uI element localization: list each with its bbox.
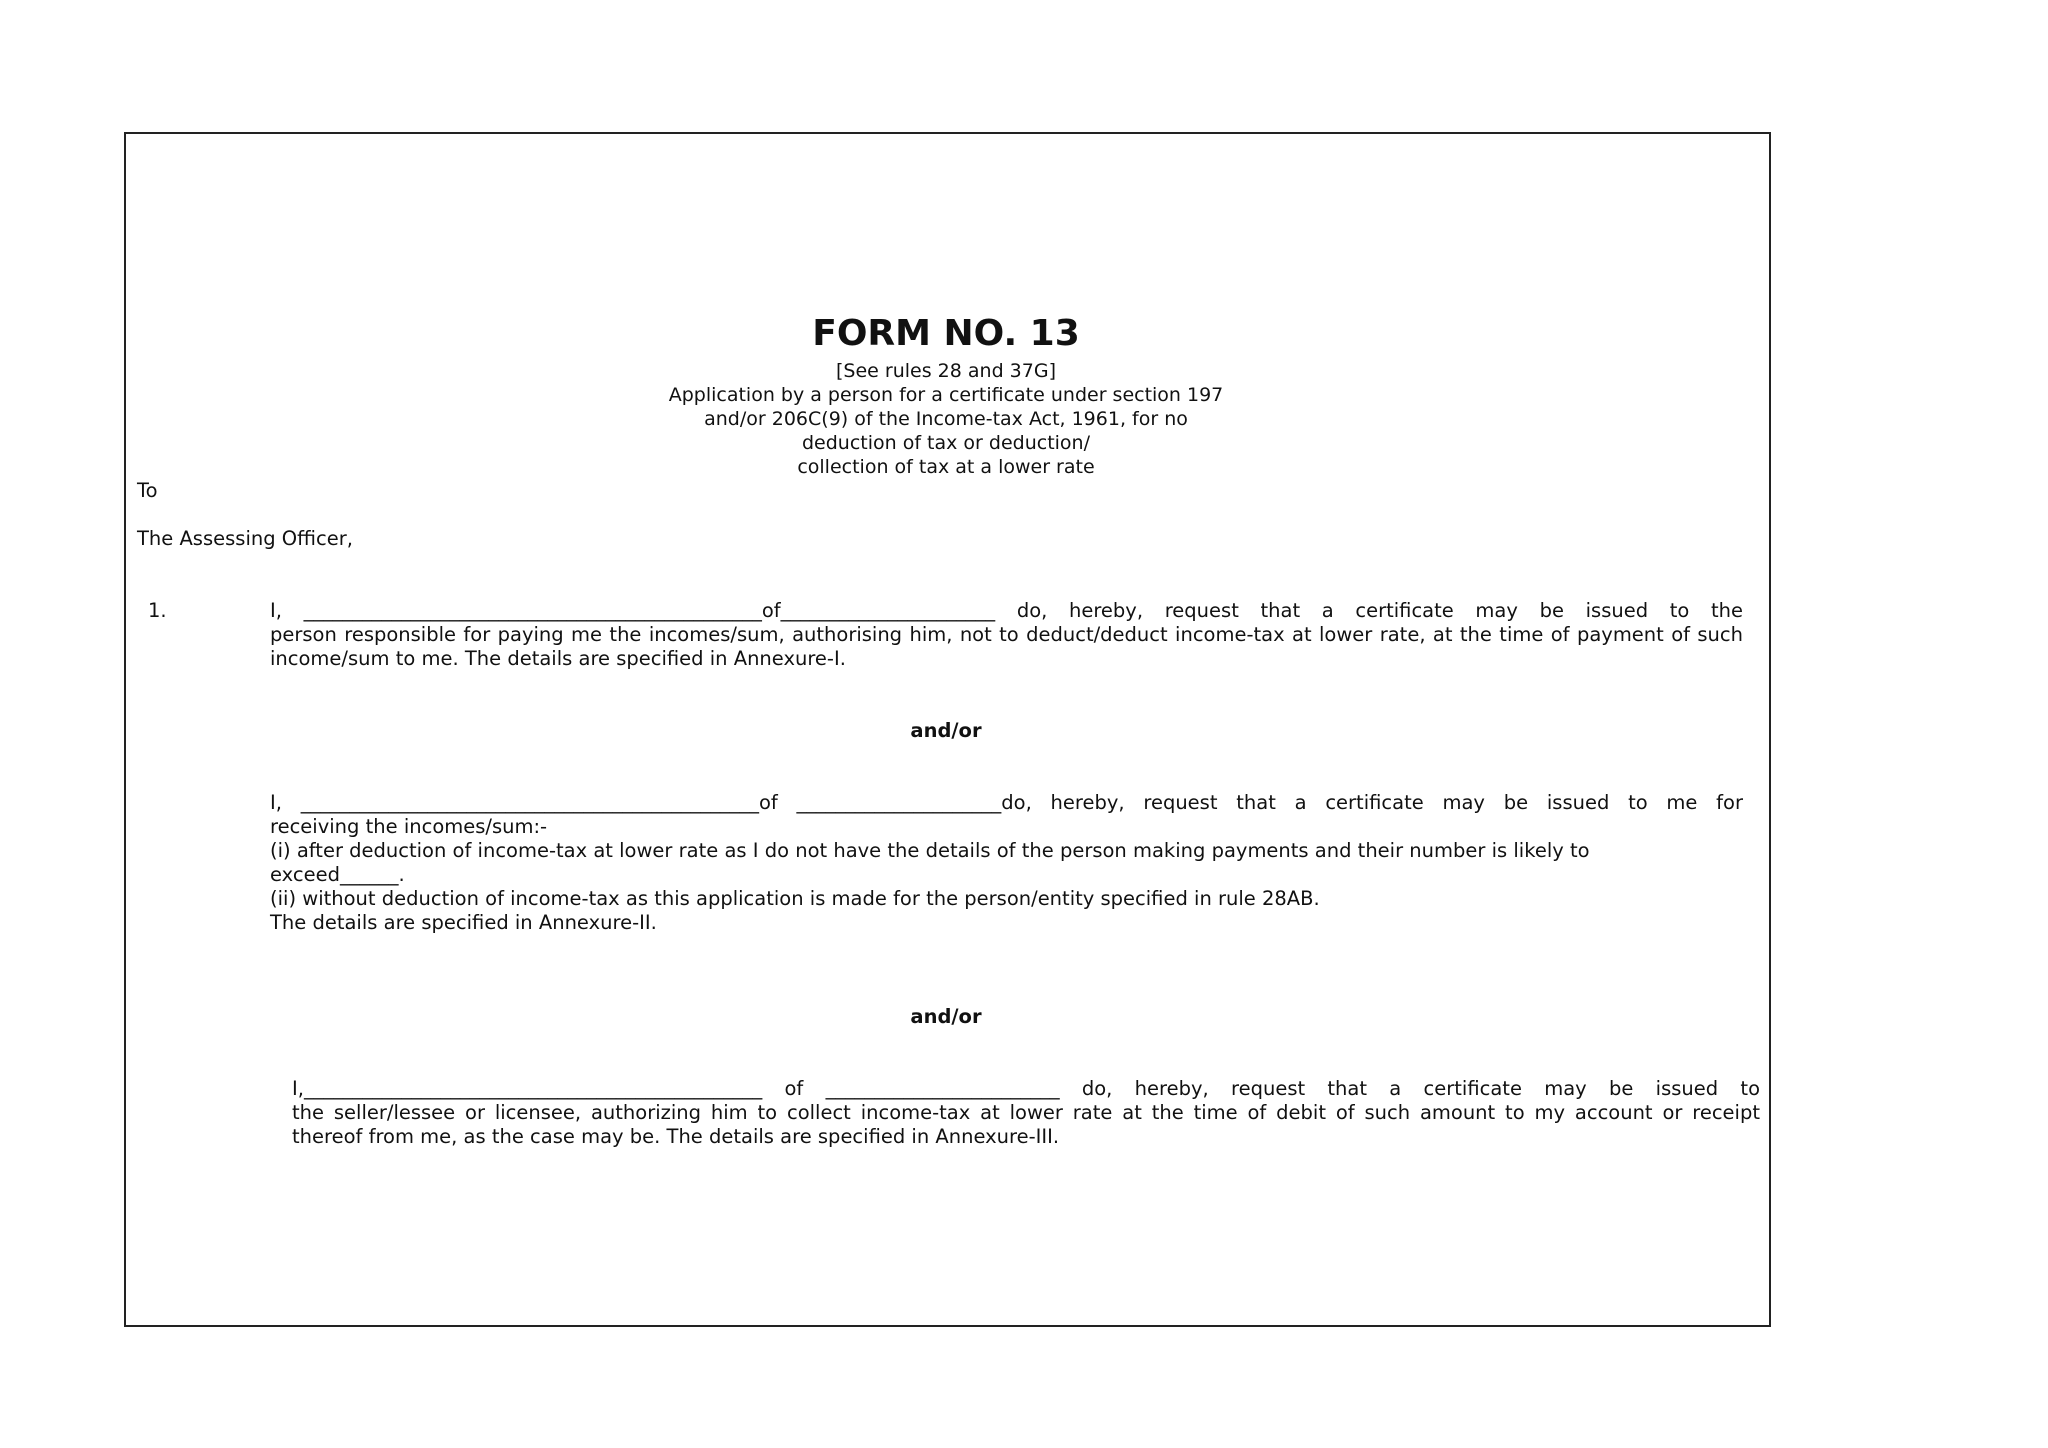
section2-paragraph <box>270 791 1743 935</box>
and-or-separator-2: and/or <box>910 1005 982 1028</box>
form-rules-reference: [See rules 28 and 37G] <box>836 360 1056 382</box>
addressee-to: To <box>137 479 158 502</box>
form-subtitle-line-2: and/or 206C(9) of the Income-tax Act, 1961, for no <box>704 408 1188 430</box>
form-title: FORM NO. 13 <box>812 313 1080 354</box>
section2-line-5: (ii) without deduction of income-tax as this application is made for the person/entity specified in rule 28AB. <box>270 887 1320 910</box>
addressee-officer: The Assessing Officer, <box>137 527 353 550</box>
section-number: 1. <box>148 599 167 622</box>
section2-line-3: (i) after deduction of income-tax at lower rate as I do not have the details of the person making payments and their number is likely to <box>270 839 1590 862</box>
section2-line-2: receiving the incomes/sum:- <box>270 815 548 838</box>
section2-line-6: The details are specified in Annexure-II. <box>270 911 657 934</box>
form-subtitle-line-4: collection of tax at a lower rate <box>797 456 1095 478</box>
section1-line-1: I, _______________________________________________of______________________ do, hereby, request that a certificate may be issued to the <box>270 599 1743 622</box>
section1-line-3: income/sum to me. The details are specified in Annexure-I. <box>270 647 846 670</box>
section3-line-3: thereof from me, as the case may be. The details are specified in Annexure-III. <box>292 1125 1060 1148</box>
section3-paragraph <box>292 1077 1760 1149</box>
section3-line-2: the seller/lessee or licensee, authorizing him to collect income-tax at lower rate at the time of debit of such amount to my account or receipt <box>292 1101 1760 1124</box>
section2-line-1: I, _______________________________________________of _____________________do, hereby, request that a certificate may be issued to me for <box>270 791 1743 814</box>
section1-line-2: person responsible for paying me the incomes/sum, authorising him, not to deduct/deduct income-tax at lower rate, at the time of payment of such <box>270 623 1743 646</box>
form-subtitle-line-1: Application by a person for a certificate under section 197 <box>668 384 1224 406</box>
section3-line-1: I,_______________________________________________ of ________________________ do, hereby, request that a certificate may be issued to <box>292 1077 1760 1100</box>
section2-line-4: exceed______. <box>270 863 405 886</box>
and-or-separator-1: and/or <box>910 719 982 742</box>
section1-paragraph <box>270 599 1743 671</box>
form-subtitle-line-3: deduction of tax or deduction/ <box>801 432 1091 454</box>
